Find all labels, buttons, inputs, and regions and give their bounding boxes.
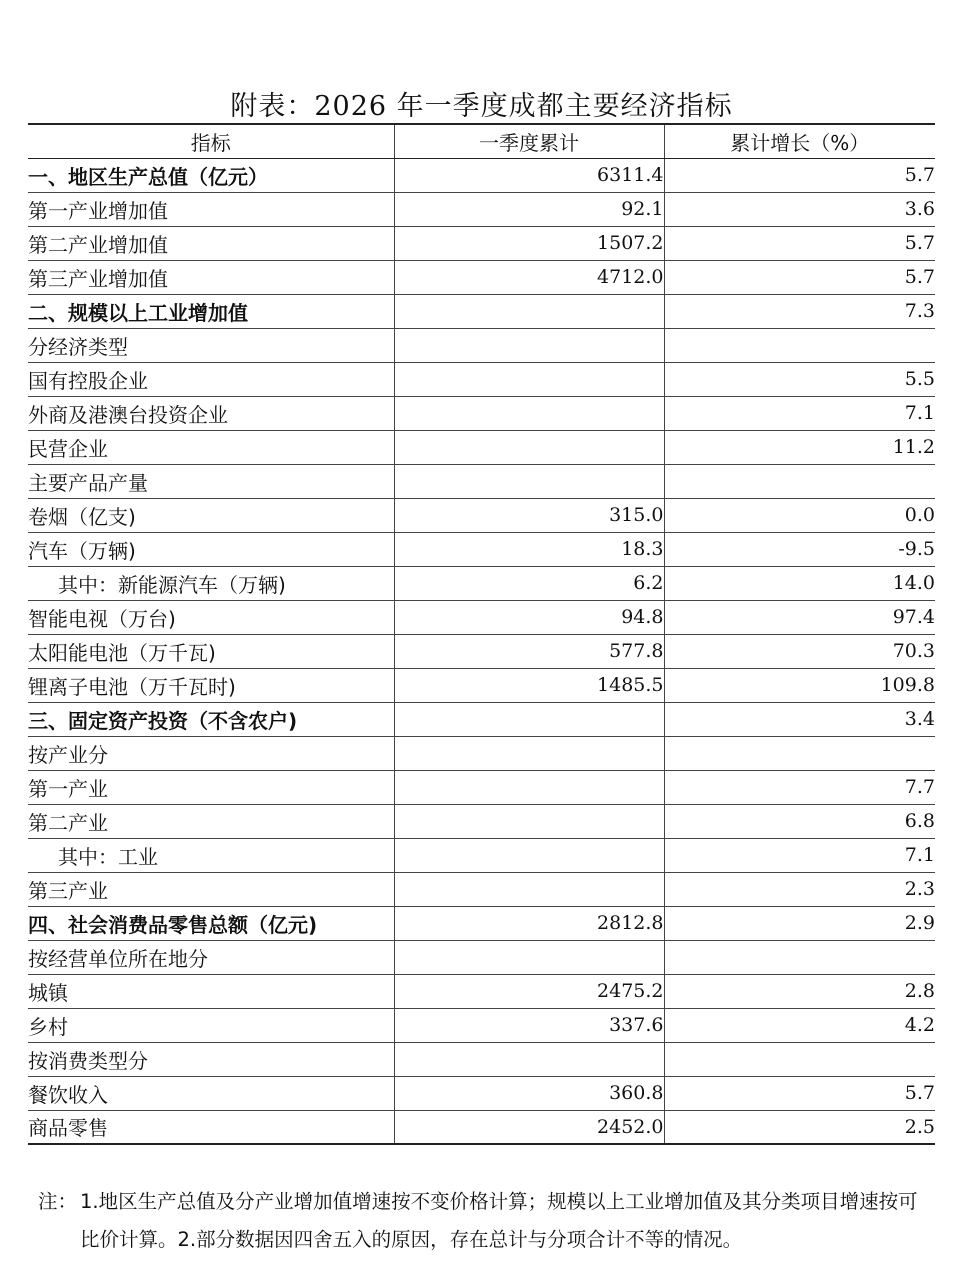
cumulative-growth-value: 5.7 bbox=[664, 226, 935, 260]
table-row bbox=[28, 498, 935, 532]
cumulative-growth-value: 0.0 bbox=[664, 498, 935, 532]
indicator-label: 四、社会消费品零售总额（亿元) bbox=[28, 906, 394, 940]
q1-cumulative-value bbox=[394, 940, 664, 974]
indicator-label: 其中：新能源汽车（万辆) bbox=[28, 566, 394, 600]
table-row bbox=[28, 566, 935, 600]
q1-cumulative-value bbox=[394, 464, 664, 498]
cumulative-growth-value: -9.5 bbox=[664, 532, 935, 566]
cumulative-growth-value: 2.5 bbox=[664, 1110, 935, 1144]
indicator-label: 第一产业增加值 bbox=[28, 192, 394, 226]
cumulative-growth-value: 3.4 bbox=[664, 702, 935, 736]
table-row bbox=[28, 1076, 935, 1110]
table-row bbox=[28, 668, 935, 702]
indicator-label: 第二产业增加值 bbox=[28, 226, 394, 260]
indicator-label: 外商及港澳台投资企业 bbox=[28, 396, 394, 430]
table-header-row bbox=[28, 124, 935, 158]
cumulative-growth-value: 7.1 bbox=[664, 838, 935, 872]
q1-cumulative-value bbox=[394, 838, 664, 872]
q1-cumulative-value: 18.3 bbox=[394, 532, 664, 566]
q1-cumulative-value bbox=[394, 396, 664, 430]
indicator-label: 智能电视（万台) bbox=[28, 600, 394, 634]
q1-cumulative-value bbox=[394, 872, 664, 906]
table-row bbox=[28, 464, 935, 498]
indicators-table bbox=[28, 123, 935, 1145]
q1-cumulative-value bbox=[394, 328, 664, 362]
table-row bbox=[28, 294, 935, 328]
table-row bbox=[28, 396, 935, 430]
footnote bbox=[38, 1183, 934, 1259]
indicator-label: 其中：工业 bbox=[28, 838, 394, 872]
q1-cumulative-value bbox=[394, 702, 664, 736]
q1-cumulative-value: 4712.0 bbox=[394, 260, 664, 294]
column-header-cumulative-growth: 累计增长（%） bbox=[664, 124, 935, 158]
indicator-label: 按产业分 bbox=[28, 736, 394, 770]
q1-cumulative-value: 2475.2 bbox=[394, 974, 664, 1008]
cumulative-growth-value: 70.3 bbox=[664, 634, 935, 668]
table-row bbox=[28, 1110, 935, 1144]
table-body bbox=[28, 158, 935, 1144]
q1-cumulative-value: 2452.0 bbox=[394, 1110, 664, 1144]
cumulative-growth-value: 97.4 bbox=[664, 600, 935, 634]
table-row bbox=[28, 1008, 935, 1042]
q1-cumulative-value bbox=[394, 362, 664, 396]
table-row bbox=[28, 430, 935, 464]
table-row bbox=[28, 158, 935, 192]
cumulative-growth-value: 109.8 bbox=[664, 668, 935, 702]
column-header-indicator: 指标 bbox=[28, 124, 394, 158]
cumulative-growth-value: 14.0 bbox=[664, 566, 935, 600]
cumulative-growth-value: 2.9 bbox=[664, 906, 935, 940]
table-row bbox=[28, 260, 935, 294]
indicator-label: 第二产业 bbox=[28, 804, 394, 838]
q1-cumulative-value bbox=[394, 804, 664, 838]
table-row bbox=[28, 838, 935, 872]
q1-cumulative-value: 315.0 bbox=[394, 498, 664, 532]
cumulative-growth-value: 7.3 bbox=[664, 294, 935, 328]
table-row bbox=[28, 226, 935, 260]
q1-cumulative-value: 6311.4 bbox=[394, 158, 664, 192]
indicator-label: 第一产业 bbox=[28, 770, 394, 804]
indicator-label: 按经营单位所在地分 bbox=[28, 940, 394, 974]
indicator-label: 分经济类型 bbox=[28, 328, 394, 362]
cumulative-growth-value bbox=[664, 940, 935, 974]
table-row bbox=[28, 940, 935, 974]
cumulative-growth-value: 5.7 bbox=[664, 260, 935, 294]
q1-cumulative-value: 92.1 bbox=[394, 192, 664, 226]
cumulative-growth-value: 5.7 bbox=[664, 158, 935, 192]
indicator-label: 汽车（万辆) bbox=[28, 532, 394, 566]
table-row bbox=[28, 974, 935, 1008]
indicator-label: 国有控股企业 bbox=[28, 362, 394, 396]
q1-cumulative-value bbox=[394, 294, 664, 328]
indicator-label: 民营企业 bbox=[28, 430, 394, 464]
indicator-label: 按消费类型分 bbox=[28, 1042, 394, 1076]
q1-cumulative-value: 337.6 bbox=[394, 1008, 664, 1042]
cumulative-growth-value bbox=[664, 328, 935, 362]
table-row bbox=[28, 192, 935, 226]
table-row bbox=[28, 634, 935, 668]
cumulative-growth-value: 7.7 bbox=[664, 770, 935, 804]
cumulative-growth-value: 7.1 bbox=[664, 396, 935, 430]
indicator-label: 锂离子电池（万千瓦时) bbox=[28, 668, 394, 702]
cumulative-growth-value bbox=[664, 464, 935, 498]
q1-cumulative-value: 577.8 bbox=[394, 634, 664, 668]
indicator-label: 太阳能电池（万千瓦) bbox=[28, 634, 394, 668]
indicator-label: 三、固定资产投资（不含农户) bbox=[28, 702, 394, 736]
cumulative-growth-value bbox=[664, 1042, 935, 1076]
q1-cumulative-value bbox=[394, 770, 664, 804]
cumulative-growth-value: 3.6 bbox=[664, 192, 935, 226]
cumulative-growth-value: 11.2 bbox=[664, 430, 935, 464]
page-title: 附表：2026 年一季度成都主要经济指标 bbox=[230, 91, 733, 122]
q1-cumulative-value: 6.2 bbox=[394, 566, 664, 600]
table-row bbox=[28, 328, 935, 362]
q1-cumulative-value: 1485.5 bbox=[394, 668, 664, 702]
table-row bbox=[28, 600, 935, 634]
cumulative-growth-value: 2.8 bbox=[664, 974, 935, 1008]
indicator-label: 商品零售 bbox=[28, 1110, 394, 1144]
q1-cumulative-value: 2812.8 bbox=[394, 906, 664, 940]
table-row bbox=[28, 872, 935, 906]
table-row bbox=[28, 1042, 935, 1076]
indicator-label: 乡村 bbox=[28, 1008, 394, 1042]
indicator-label: 第三产业 bbox=[28, 872, 394, 906]
indicator-label: 第三产业增加值 bbox=[28, 260, 394, 294]
indicator-label: 卷烟（亿支) bbox=[28, 498, 394, 532]
table-row bbox=[28, 532, 935, 566]
cumulative-growth-value bbox=[664, 736, 935, 770]
table-row bbox=[28, 770, 935, 804]
indicator-label: 一、地区生产总值（亿元） bbox=[28, 158, 394, 192]
cumulative-growth-value: 5.7 bbox=[664, 1076, 935, 1110]
column-header-q1-cumulative: 一季度累计 bbox=[394, 124, 664, 158]
q1-cumulative-value: 360.8 bbox=[394, 1076, 664, 1110]
q1-cumulative-value: 1507.2 bbox=[394, 226, 664, 260]
table-row bbox=[28, 362, 935, 396]
cumulative-growth-value: 4.2 bbox=[664, 1008, 935, 1042]
table-row bbox=[28, 702, 935, 736]
cumulative-growth-value: 6.8 bbox=[664, 804, 935, 838]
indicator-label: 二、规模以上工业增加值 bbox=[28, 294, 394, 328]
q1-cumulative-value bbox=[394, 1042, 664, 1076]
table-row bbox=[28, 804, 935, 838]
table-row bbox=[28, 906, 935, 940]
indicator-label: 城镇 bbox=[28, 974, 394, 1008]
q1-cumulative-value bbox=[394, 430, 664, 464]
cumulative-growth-value: 2.3 bbox=[664, 872, 935, 906]
table-row bbox=[28, 736, 935, 770]
footnote-text: 1.地区生产总值及分产业增加值增速按不变价格计算；规模以上工业增加值及其分类项目增速按可比价计算。2.部分数据因四舍五入的原因，存在总计与分项合计不等的情况。 bbox=[80, 1190, 918, 1251]
q1-cumulative-value: 94.8 bbox=[394, 600, 664, 634]
cumulative-growth-value: 5.5 bbox=[664, 362, 935, 396]
q1-cumulative-value bbox=[394, 736, 664, 770]
indicator-label: 主要产品产量 bbox=[28, 464, 394, 498]
indicator-label: 餐饮收入 bbox=[28, 1076, 394, 1110]
footnote-prefix: 注： bbox=[38, 1190, 78, 1213]
